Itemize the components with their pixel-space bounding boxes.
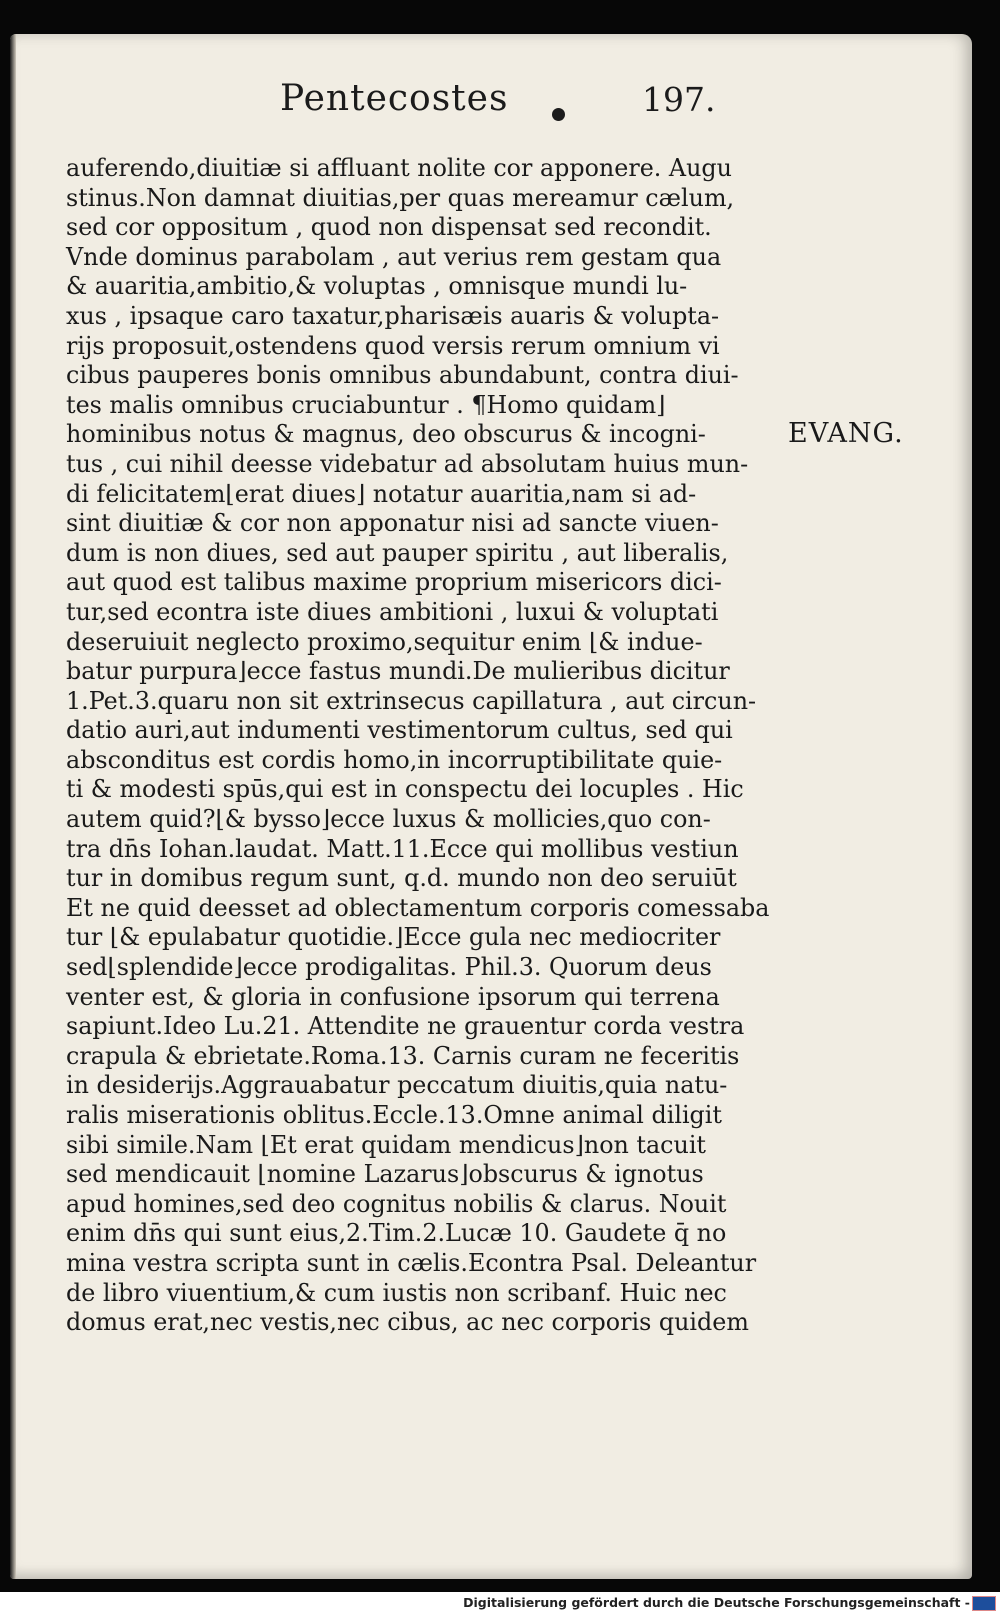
text-line: di felicitatem⌊erat diues⌋ notatur auaritia,nam si ad- [66, 479, 697, 508]
running-title: Pentecostes [280, 78, 509, 119]
text-line: mina vestra scripta sunt in cælis.Econtra Psal. Deleantur [66, 1248, 757, 1277]
body-text-block [66, 154, 770, 1338]
text-line: enim dn̄s qui sunt eius,2.Tim.2.Lucæ 10. Gaudete q̄ no [66, 1219, 727, 1248]
text-line: tes malis omnibus cruciabuntur . ¶Homo quidam⌋ [66, 390, 666, 419]
page-edge [10, 34, 16, 1579]
text-line: tur,sed econtra iste diues ambitioni , luxui & voluptati [66, 597, 719, 626]
text-line: apud homines,sed deo cognitus nobilis & clarus. Nouit [66, 1189, 727, 1218]
text-line: sint diuitiæ & cor non apponatur nisi ad sancte viuen- [66, 509, 719, 538]
dfg-logo-icon [972, 1596, 996, 1611]
text-line: ralis miserationis oblitus.Eccle.13.Omne animal diligit [66, 1101, 722, 1129]
text-line: deseruiuit neglecto proximo,sequitur enim ⌊& indue- [66, 627, 703, 656]
text-line: crapula & ebrietate.Roma.13. Carnis curam ne feceritis [66, 1041, 740, 1070]
text-line: stinus.Non damnat diuitias,per quas mereamur cælum, [66, 183, 735, 212]
text-line: ti & modesti spūs,qui est in conspectu dei locuples . Hic [66, 775, 744, 804]
text-line: venter est, & gloria in confusione ipsorum qui terrena [66, 982, 720, 1011]
text-line: datio auri,aut indumenti vestimentorum cultus, sed qui [66, 716, 733, 745]
page-header [262, 78, 762, 126]
text-line: & auaritia,ambitio,& voluptas , omnisque mundi lu- [66, 272, 688, 301]
text-line: xus , ipsaque caro taxatur,pharisæis auaris & volupta- [66, 301, 720, 330]
text-line: absconditus est cordis homo,in incorruptibilitate quie- [66, 745, 723, 774]
text-line: in desiderijs.Aggrauabatur peccatum diuitis,quia natu- [66, 1071, 728, 1100]
text-line: hominibus notus & magnus, deo obscurus & incogni- [66, 420, 706, 449]
text-line: cibus pauperes bonis omnibus abundabunt, contra diui- [66, 361, 739, 390]
text-line: rijs proposuit,ostendens quod versis rerum omnium vi [66, 331, 720, 360]
margin-note: EVANG. [788, 418, 904, 449]
text-line: tra dn̄s Iohan.laudat. Matt.11.Ecce qui mollibus vestiun [66, 834, 739, 863]
text-line: Vnde dominus parabolam , aut verius rem gestam qua [66, 242, 722, 271]
text-line: 1.Pet.3.quaru non sit extrinsecus capillatura , aut circun- [66, 686, 757, 715]
text-line: dum is non diues, sed aut pauper spiritu , aut liberalis, [66, 538, 729, 567]
text-line: auferendo,diuitiæ si affluant nolite cor apponere. Augu [66, 154, 732, 182]
text-line: sapiunt.Ideo Lu.21. Attendite ne grauentur corda vestra [66, 1012, 745, 1041]
footer-bar [0, 1592, 1000, 1615]
text-line: de libro viuentium,& cum iustis non scribanf. Huic nec [66, 1278, 727, 1307]
text-line: sed cor oppositum , quod non dispensat sed recondit. [66, 213, 712, 242]
footer-credit-text: Digitalisierung gefördert durch die Deutsche Forschungsgemeinschaft - [463, 1595, 970, 1610]
text-line: sed⌊splendide⌋ecce prodigalitas. Phil.3. Quorum deus [66, 953, 712, 982]
text-line: sed mendicauit ⌊nomine Lazarus⌋obscurus & ignotus [66, 1160, 704, 1189]
text-line: batur purpura⌋ecce fastus mundi.De mulieribus dicitur [66, 657, 730, 686]
text-line: tur ⌊& epulabatur quotidie.⌋Ecce gula nec mediocriter [66, 923, 721, 952]
text-line: tur in domibus regum sunt, q.d. mundo non deo seruiūt [66, 864, 737, 893]
text-line: tus , cui nihil deesse videbatur ad absolutam huius mun- [66, 449, 749, 478]
text-line: aut quod est talibus maxime proprium misericors dici- [66, 568, 722, 597]
text-line: Et ne quid deesset ad oblectamentum corporis comessaba [66, 893, 770, 922]
text-line: domus erat,nec vestis,nec cibus, ac nec corporis quidem [66, 1308, 749, 1337]
page-number: 197. [642, 80, 716, 119]
text-line: sibi simile.Nam ⌊Et erat quidam mendicus⌋non tacuit [66, 1130, 706, 1159]
ink-dot-mark [552, 108, 565, 121]
text-line: autem quid?⌊& bysso⌋ecce luxus & mollicies,quo con- [66, 805, 711, 834]
